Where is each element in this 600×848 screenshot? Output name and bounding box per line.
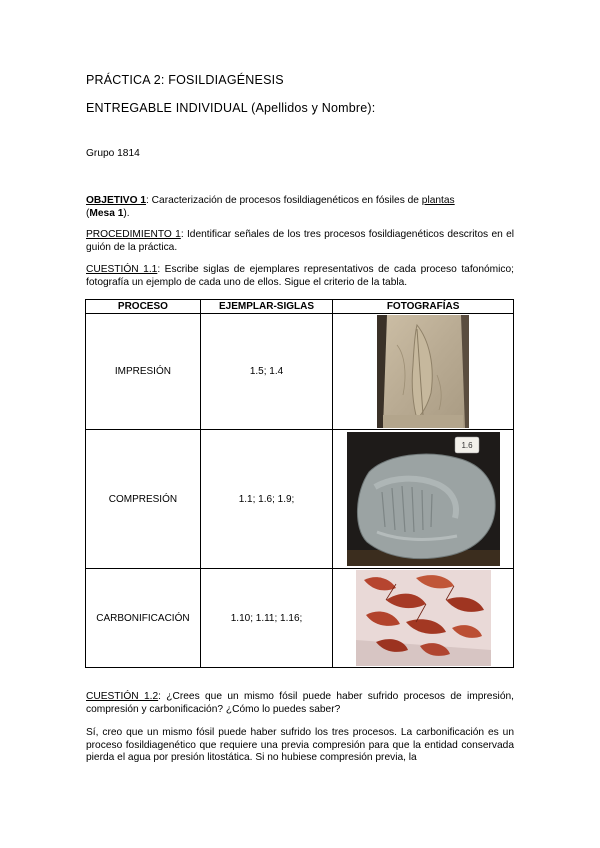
- process-cell: COMPRESIÓN: [86, 430, 201, 569]
- table-row: [86, 569, 514, 668]
- question-1-2-text: : ¿Crees que un mismo fósil puede haber sufrido procesos de impresión, compresión y carbonificación? ¿Cómo lo puedes saber?: [86, 691, 514, 715]
- group-label: Grupo 1814: [86, 148, 140, 159]
- process-cell: CARBONIFICACIÓN: [86, 569, 201, 668]
- impression-leaf-photo: [377, 315, 469, 428]
- deliverable-line: ENTREGABLE INDIVIDUAL (Apellidos y Nombre):: [86, 101, 376, 115]
- objective-paren-open: (: [86, 207, 90, 219]
- specimens-cell: 1.1; 1.6; 1.9;: [200, 430, 332, 569]
- procedure-label: PROCEDIMIENTO 1: [86, 229, 181, 240]
- carbonification-fossil-photo: [356, 570, 491, 666]
- objective-mesa: Mesa 1: [89, 207, 124, 219]
- specimen-tag-label: 1.6: [461, 441, 473, 450]
- procedure-paragraph: [86, 229, 514, 254]
- header-photos: FOTOGRAFÍAS: [333, 300, 514, 314]
- objective-label: OBJETIVO 1: [86, 195, 147, 206]
- header-process: PROCESO: [86, 300, 201, 314]
- objective-paren-close: ).: [123, 207, 130, 219]
- table-header-row: [86, 300, 514, 314]
- question-1-1-label: CUESTIÓN 1.1: [86, 264, 158, 275]
- photo-cell: [333, 569, 514, 668]
- table-row: [86, 314, 514, 430]
- objective-text: : Caracterización de procesos fosildiagenéticos en fósiles de: [146, 195, 422, 206]
- answer-paragraph: Sí, creo que un mismo fósil puede haber sufrido los tres procesos. La carbonificación es un proceso fosildiagenético que requiere una previa compresión para que la entidad conservada pierda el agua por presión litostática. Si no hubiese compresión previa, la: [86, 727, 514, 763]
- header-specimens: EJEMPLAR-SIGLAS: [200, 300, 332, 314]
- question-1-2-paragraph: [86, 691, 514, 716]
- specimens-cell: 1.10; 1.11; 1.16;: [200, 569, 332, 668]
- objective-paragraph: [86, 195, 514, 220]
- photo-cell: [333, 430, 514, 569]
- compression-fossil-photo: [347, 432, 500, 566]
- question-1-1-paragraph: [86, 264, 514, 289]
- photo-cell: [333, 314, 514, 430]
- question-1-2-label: CUESTIÓN 1.2: [86, 691, 159, 702]
- objective-underlined-word: plantas: [421, 195, 455, 206]
- practice-title: PRÁCTICA 2: FOSILDIAGÉNESIS: [86, 73, 284, 87]
- table-row: [86, 430, 514, 569]
- specimens-cell: 1.5; 1.4: [200, 314, 332, 430]
- process-table: [85, 299, 514, 668]
- question-1-1-text: : Escribe siglas de ejemplares representativos de cada proceso tafonómico; fotografía un ejemplo de cada uno de ellos. Sigue el criterio de la tabla.: [86, 264, 514, 288]
- process-cell: IMPRESIÓN: [86, 314, 201, 430]
- procedure-text: : Identificar señales de los tres procesos fosildiagenéticos descritos en el guión de la práctica.: [86, 229, 515, 253]
